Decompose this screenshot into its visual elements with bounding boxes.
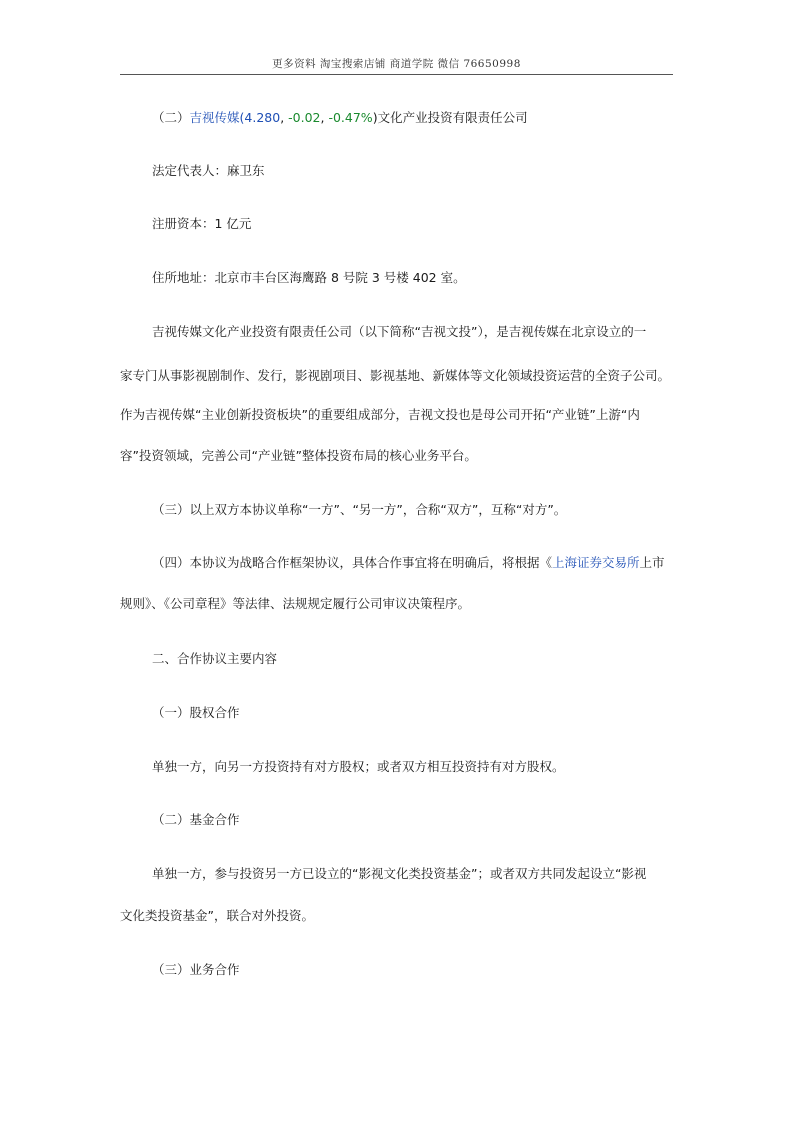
sub-2-text-line-2: 文化类投资基金”，联合对外投资。 — [120, 908, 314, 923]
sep2: , — [320, 110, 329, 125]
item-4-line-1 — [120, 553, 673, 573]
sub-1-text: 单独一方，向另一方投资持有对方股权；或者双方相互投资持有对方股权。 — [152, 759, 565, 774]
item-3: （三）以上双方本协议单称“一方”、“另一方”，合称“双方”，互称“对方”。 — [152, 502, 567, 517]
sub-3-heading: （三）业务合作 — [152, 962, 240, 977]
company-suffix: 文化产业投资有限责任公司 — [377, 110, 528, 125]
legal-representative: 法定代表人：麻卫东 — [152, 163, 265, 178]
registered-capital: 注册资本：1 亿元 — [152, 216, 252, 231]
item-4-post: 上市 — [639, 555, 665, 570]
intro-line-3: 作为吉视传媒“主业创新投资板块”的重要组成部分，吉视文投也是母公司开拓“产业链”上游“内 — [120, 407, 640, 422]
sse-link[interactable]: 上海证券交易所 — [552, 555, 640, 570]
stock-pct: -0.47% — [328, 110, 373, 125]
sep1: , — [280, 110, 289, 125]
close-paren: ) — [372, 110, 378, 125]
open-paren: ( — [239, 110, 245, 125]
sub-1-heading: （一）股权合作 — [152, 705, 240, 720]
address: 住所地址：北京市丰台区海鹰路 8 号院 3 号楼 402 室。 — [152, 270, 466, 285]
intro-line-4: 容”投资领域，完善公司“产业链”整体投资布局的核心业务平台。 — [120, 448, 477, 463]
item-4-line-2: 规则》、《公司章程》等法律、法规规定履行公司审议决策程序。 — [120, 596, 471, 611]
sub-2-text-line-1: 单独一方，参与投资另一方已设立的“影视文化类投资基金”；或者双方共同发起设立“影视 — [152, 866, 647, 881]
page-header: 更多资料 淘宝搜索店铺 商道学院 微信 76650998 — [272, 58, 521, 70]
company-heading — [120, 108, 673, 128]
stock-change: -0.02 — [288, 110, 321, 125]
sub-2-heading: （二）基金合作 — [152, 812, 240, 827]
stock-price[interactable]: 4.280 — [244, 110, 281, 125]
intro-line-1: 吉视传媒文化产业投资有限责任公司（以下简称“吉视文投”），是吉视传媒在北京设立的一 — [152, 324, 647, 339]
company-link[interactable]: 吉视传媒 — [189, 110, 240, 125]
item-4-pre: （四）本协议为战略合作框架协议，具体合作事宜将在明确后，将根据《 — [152, 555, 553, 570]
company-prefix: （二） — [152, 110, 190, 125]
header-divider — [120, 74, 673, 75]
section-2-heading: 二、合作协议主要内容 — [152, 651, 278, 666]
intro-line-2: 家专门从事影视剧制作、发行，影视剧项目、影视基地、新媒体等文化领域投资运营的全资子公司。 — [120, 368, 671, 383]
